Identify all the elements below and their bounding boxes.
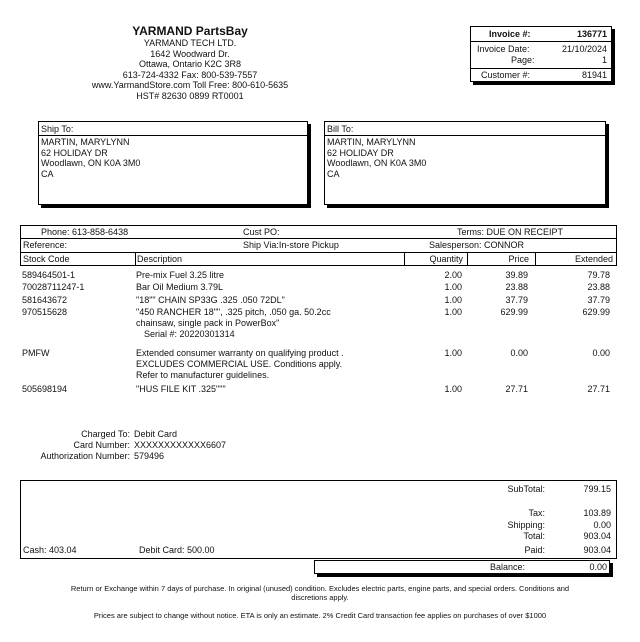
- invoice-number-label: Invoice #:: [489, 29, 531, 39]
- tax-label: Tax:: [528, 508, 545, 518]
- description: Bar Oil Medium 3.79L: [136, 282, 224, 292]
- stock-code: 589464501-1: [22, 270, 76, 280]
- company-header: [60, 24, 320, 101]
- reference-label: Reference:: [23, 240, 68, 250]
- header-stock-code: Stock Code: [23, 254, 70, 264]
- quantity: 1.00: [444, 295, 462, 305]
- balance-box: [314, 560, 610, 574]
- extended: 27.71: [587, 384, 610, 394]
- extended: 0.00: [592, 348, 610, 358]
- cash-amount: Cash: 403.04: [23, 545, 77, 555]
- description: "450 RANCHER 18"", .325 pitch, .050 ga. 50.2cc: [136, 307, 331, 317]
- charged-to-value: Debit Card: [134, 429, 178, 439]
- company-web: www.YarmandStore.com Toll Free: 800-610-5635: [91, 80, 289, 90]
- customer-phone: Phone: 613-858-6438: [41, 227, 129, 237]
- price: 39.89: [505, 270, 528, 280]
- shipping-label: Shipping:: [507, 520, 545, 530]
- bill-to-box: [324, 121, 606, 205]
- debit-card-amount: Debit Card: 500.00: [139, 545, 215, 555]
- invoice-date-value: 21/10/2024: [561, 44, 607, 54]
- bill-to-line: Woodlawn, ON K0A 3M0: [327, 158, 427, 168]
- stock-code: 970515628: [22, 307, 68, 317]
- invoice-date-label: Invoice Date:: [477, 44, 530, 54]
- totals-box: [20, 480, 617, 559]
- ship-to-line: Woodlawn, ON K0A 3M0: [41, 158, 141, 168]
- pricing-notice: Prices are subject to change without notice. ETA is only an estimate. 2% Credit Card transaction fee applies on purchases of over $1000: [93, 611, 547, 620]
- header-extended: Extended: [574, 254, 613, 264]
- line-items: [22, 270, 622, 400]
- price: 27.71: [505, 384, 528, 394]
- invoice-info-box: [470, 26, 612, 82]
- page-label: Page:: [511, 55, 535, 65]
- ship-to-address: [41, 137, 140, 179]
- table-row: [22, 295, 622, 307]
- customer-number-label: Customer #:: [481, 70, 531, 80]
- return-policy-line: discretions apply.: [291, 593, 349, 602]
- bill-to-line: 62 HOLIDAY DR: [327, 147, 394, 158]
- card-number-label: Card Number:: [73, 440, 130, 450]
- paid-value: 903.04: [583, 545, 611, 555]
- order-info-box: [20, 225, 617, 266]
- company-address-2: Ottawa, Ontario K2C 3R8: [138, 59, 242, 69]
- invoice-number-value: 136771: [576, 29, 607, 39]
- ship-to-box: [38, 121, 308, 205]
- ship-to-line: 62 HOLIDAY DR: [41, 147, 108, 158]
- table-row: [22, 348, 622, 384]
- description-line-3: Refer to manufacturer guidelines.: [136, 370, 270, 380]
- ship-to-line: MARTIN, MARYLYNN: [41, 137, 130, 147]
- customer-po: Cust PO:: [243, 227, 280, 237]
- subtotal-value: 799.15: [583, 484, 611, 494]
- price: 0.00: [510, 348, 528, 358]
- extended: 629.99: [582, 307, 610, 317]
- total-label: Total:: [523, 531, 545, 541]
- stock-code: 70028711247-1: [22, 282, 85, 292]
- bill-to-line: CA: [327, 168, 340, 179]
- payment-terms: Terms: DUE ON RECEIPT: [457, 227, 564, 237]
- header-description: Description: [137, 254, 183, 264]
- bill-to-address: [327, 137, 426, 179]
- page-value: 1: [601, 55, 607, 65]
- shipping-value: 0.00: [593, 520, 611, 530]
- tax-value: 103.89: [583, 508, 611, 518]
- company-legal: YARMAND TECH LTD.: [143, 38, 237, 48]
- quantity: 1.00: [444, 307, 462, 317]
- table-row: [22, 282, 622, 294]
- quantity: 1.00: [444, 384, 462, 394]
- company-phone-fax: 613-724-4332 Fax: 800-539-7557: [122, 69, 258, 80]
- extended: 37.79: [587, 295, 610, 305]
- bill-to-title: Bill To:: [327, 124, 354, 134]
- stock-code: 581643672: [22, 295, 68, 305]
- customer-number-value: 81941: [581, 70, 607, 80]
- company-hst: HST# 82630 0899 RT0001: [136, 90, 244, 101]
- quantity: 1.00: [444, 348, 462, 358]
- quantity: 1.00: [444, 282, 462, 292]
- extended: 23.88: [587, 282, 610, 292]
- bill-to-line: MARTIN, MARYLYNN: [327, 137, 416, 147]
- charged-to-label: Charged To:: [81, 429, 130, 439]
- return-policy-line: Return or Exchange within 7 days of purchase. In original (unused) condition. Excludes electric parts, engine parts, and special orders. Conditions and: [70, 584, 570, 593]
- table-row: [22, 384, 622, 396]
- price: 37.79: [505, 295, 528, 305]
- total-value: 903.04: [583, 531, 611, 541]
- return-policy: [30, 584, 610, 602]
- price: 629.99: [500, 307, 528, 317]
- authorization-value: 579496: [134, 451, 165, 461]
- header-quantity: Quantity: [429, 254, 463, 264]
- ship-via: Ship Via:In-store Pickup: [243, 240, 339, 250]
- table-row: [22, 270, 622, 282]
- authorization-label: Authorization Number:: [40, 451, 130, 461]
- description: Pre-mix Fuel 3.25 litre: [136, 270, 225, 280]
- description: "HUS FILE KIT .325""": [136, 384, 226, 394]
- table-row: [22, 307, 622, 343]
- description: Extended consumer warranty on qualifying product .: [136, 348, 344, 358]
- description: "18"" CHAIN SP33G .325 .050 72DL": [136, 295, 285, 305]
- company-address-1: 1642 Woodward Dr.: [150, 48, 230, 59]
- card-number-value: XXXXXXXXXXXX6607: [134, 440, 227, 450]
- paid-label: Paid:: [524, 545, 545, 555]
- stock-code: 505698194: [22, 384, 68, 394]
- salesperson: Salesperson: CONNOR: [429, 240, 525, 250]
- ship-to-title: Ship To:: [41, 124, 74, 134]
- ship-to-line: CA: [41, 168, 54, 179]
- company-name: YARMAND PartsBay: [132, 24, 248, 38]
- serial-number: Serial #: 20220301314: [144, 329, 235, 339]
- header-price: Price: [508, 254, 529, 264]
- price: 23.88: [505, 282, 528, 292]
- stock-code: PMFW: [22, 348, 50, 358]
- balance-label: Balance:: [489, 562, 525, 572]
- quantity: 2.00: [444, 270, 462, 280]
- description-line-2: EXCLUDES COMMERCIAL USE. Conditions apply.: [136, 359, 343, 369]
- description-line-2: chainsaw, single pack in PowerBox": [136, 318, 280, 328]
- extended: 79.78: [587, 270, 610, 280]
- subtotal-label: SubTotal:: [507, 484, 545, 494]
- payment-details: [10, 429, 310, 462]
- balance-value: 0.00: [589, 562, 607, 572]
